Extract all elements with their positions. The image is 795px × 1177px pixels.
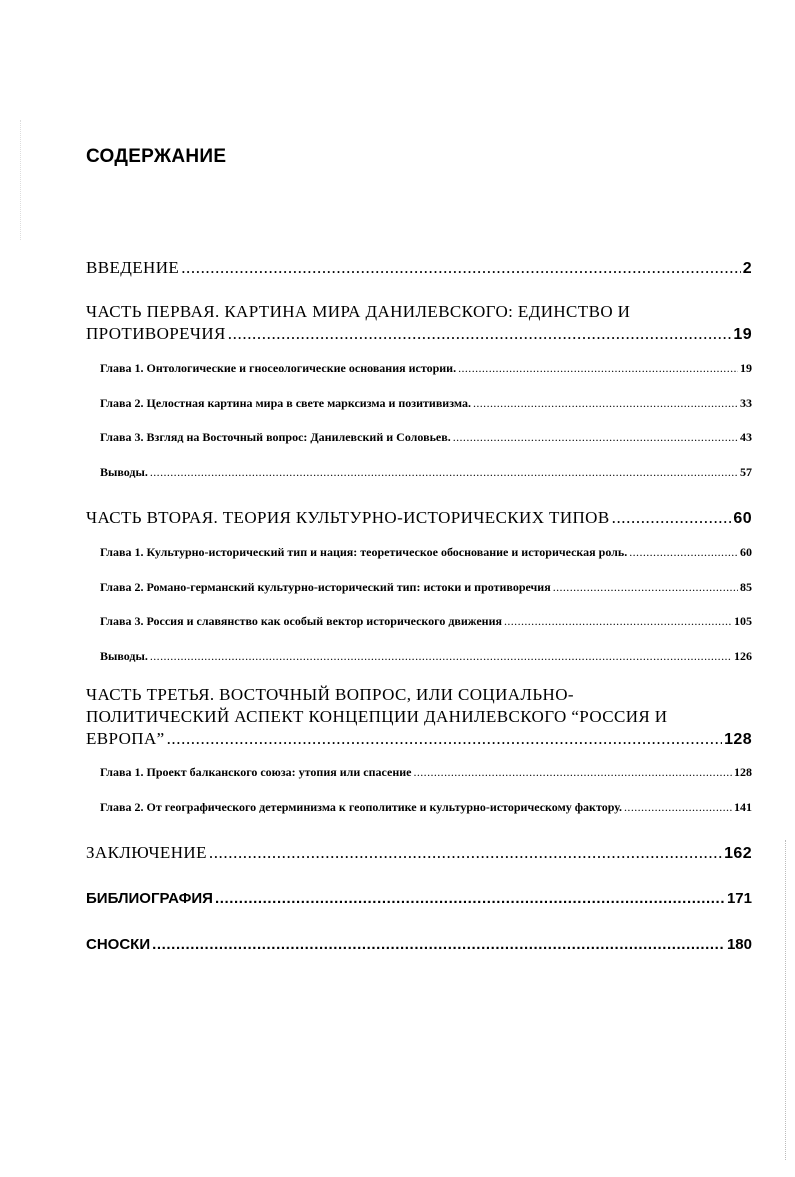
toc-chapter-label: Глава 2. От географического детерминизма к геополитике и культурно-историческому фактору. <box>100 800 623 814</box>
dot-leader <box>209 843 722 863</box>
toc-chapter-label: Глава 3. Взгляд на Восточный вопрос: Данилевский и Соловьев. <box>100 430 451 444</box>
toc-chapter-2-conclusions <box>100 649 752 664</box>
toc-entry-conclusion <box>86 843 752 863</box>
toc-chapter-3-2 <box>100 800 752 815</box>
dot-leader <box>215 890 725 907</box>
toc-chapter-3-1 <box>100 765 752 780</box>
toc-entry-label: ЧАСТЬ ВТОРАЯ. ТЕОРИЯ КУЛЬТУРНО-ИСТОРИЧЕСКИХ ТИПОВ <box>86 508 610 527</box>
toc-entry-intro <box>86 258 752 278</box>
toc-entry-part1 <box>86 324 752 344</box>
toc-entry-page: 60 <box>733 510 752 527</box>
toc-chapter-2-3 <box>100 614 752 629</box>
toc-chapter-label: Глава 1. Проект балканского союза: утопия или спасение <box>100 765 412 779</box>
toc-chapter-label: Глава 1. Культурно-исторический тип и нация: теоретическое обоснование и историческая роль. <box>100 545 628 559</box>
toc-chapter-1-1 <box>100 361 752 376</box>
toc-chapter-page: 126 <box>734 649 752 663</box>
toc-entry-page: 162 <box>724 845 752 862</box>
toc-part3-title-line2: ПОЛИТИЧЕСКИЙ АСПЕКТ КОНЦЕПЦИИ ДАНИЛЕВСКОГО “РОССИЯ И <box>86 707 668 726</box>
toc-chapter-1-3 <box>100 430 752 445</box>
toc-chapter-label: Глава 2. Целостная картина мира в свете марксизма и позитивизма. <box>100 396 471 410</box>
toc-entry-label: ВВЕДЕНИЕ <box>86 258 180 277</box>
page-title: СОДЕРЖАНИЕ <box>86 146 227 167</box>
dot-leader <box>458 361 738 376</box>
toc-entry-label: ЕВРОПА” <box>86 729 165 748</box>
toc-chapter-label: Глава 2. Романо-германский культурно-исторический тип: истоки и противоречия <box>100 580 551 594</box>
toc-chapter-page: 60 <box>740 545 752 559</box>
dot-leader <box>228 324 732 344</box>
toc-entry-notes <box>86 936 752 953</box>
dot-leader <box>150 465 738 480</box>
toc-chapter-page: 105 <box>734 614 752 628</box>
toc-entry-page: 180 <box>726 936 752 953</box>
toc-chapter-page: 128 <box>734 765 752 779</box>
dot-leader <box>629 545 738 560</box>
dot-leader <box>167 729 723 749</box>
toc-chapter-label: Глава 3. Россия и славянство как особый вектор исторического движения <box>100 614 502 628</box>
toc-entry-page: 171 <box>726 890 752 907</box>
dot-leader <box>181 258 741 278</box>
toc-chapter-page: 43 <box>740 430 752 444</box>
toc-entry-page: 19 <box>733 326 752 343</box>
toc-part3-title-line1: ЧАСТЬ ТРЕТЬЯ. ВОСТОЧНЫЙ ВОПРОС, ИЛИ СОЦИАЛЬНО- <box>86 685 574 704</box>
scan-margin-artifact <box>20 120 22 240</box>
toc-chapter-label: Выводы. <box>100 649 148 663</box>
dot-leader <box>150 649 732 664</box>
toc-entry-label: СНОСКИ <box>86 936 151 953</box>
dot-leader <box>152 936 725 953</box>
toc-entry-part3 <box>86 729 752 749</box>
scan-margin-artifact <box>785 840 787 1160</box>
toc-chapter-1-2 <box>100 396 752 411</box>
toc-chapter-page: 85 <box>740 580 752 594</box>
toc-entry-part2 <box>86 508 752 528</box>
toc-chapter-page: 141 <box>734 800 752 814</box>
dot-leader <box>612 508 732 528</box>
dot-leader <box>413 765 732 780</box>
dot-leader <box>553 580 738 595</box>
toc-entry-page: 128 <box>724 731 752 748</box>
toc-entry-label: БИБЛИОГРАФИЯ <box>86 890 213 907</box>
dot-leader <box>453 430 738 445</box>
toc-chapter-label: Выводы. <box>100 465 148 479</box>
dot-leader <box>473 396 738 411</box>
toc-chapter-page: 57 <box>740 465 752 479</box>
toc-chapter-page: 33 <box>740 396 752 410</box>
dot-leader <box>504 614 732 629</box>
toc-chapter-label: Глава 1. Онтологические и гносеологические основания истории. <box>100 361 457 375</box>
toc-entry-bibliography <box>86 890 752 907</box>
toc-entry-page: 2 <box>742 260 752 277</box>
toc-chapter-2-2 <box>100 580 752 595</box>
toc-part1-title-line1: ЧАСТЬ ПЕРВАЯ. КАРТИНА МИРА ДАНИЛЕВСКОГО: ЕДИНСТВО И <box>86 302 631 321</box>
toc-chapter-page: 19 <box>740 361 752 375</box>
toc-entry-label: ЗАКЛЮЧЕНИЕ <box>86 843 207 862</box>
toc-chapter-2-1 <box>100 545 752 560</box>
dot-leader <box>624 800 732 815</box>
toc-entry-label: ПРОТИВОРЕЧИЯ <box>86 324 226 343</box>
toc-chapter-1-conclusions <box>100 465 752 480</box>
